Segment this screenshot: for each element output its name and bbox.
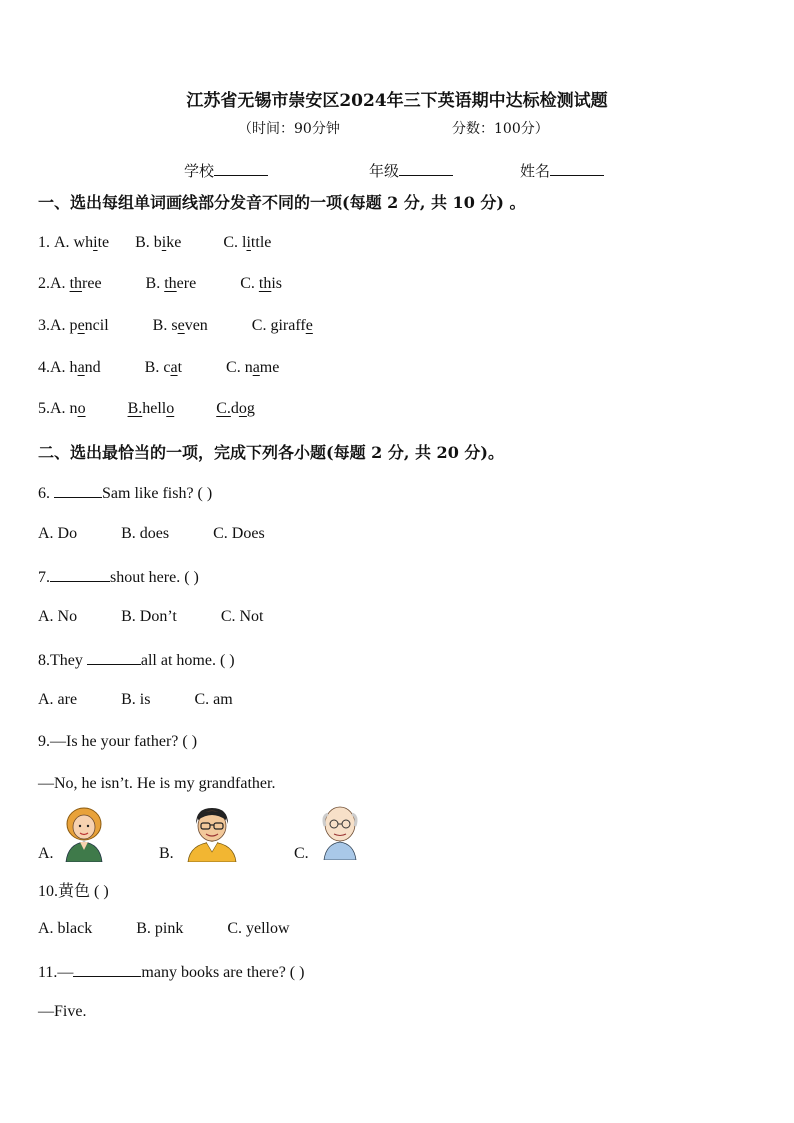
- q8-option-a: A. are: [38, 691, 78, 708]
- q1-option-b: B. bike: [135, 234, 182, 251]
- q7-blank[interactable]: [50, 567, 110, 582]
- question-8: 8.They all at home. ( ): [38, 652, 235, 669]
- question-2: 2.A. three B. there C. this: [38, 275, 282, 292]
- q8-option-c: C. am: [194, 691, 233, 708]
- exam-score: 分数：100分）: [452, 121, 549, 137]
- grade-field[interactable]: [369, 160, 453, 181]
- school-field[interactable]: [184, 160, 268, 181]
- q6-option-b: B. does: [121, 525, 170, 542]
- page-title: 江苏省无锡市崇安区2024年三下英语期中达标检测试题: [186, 91, 608, 111]
- man-picture: [186, 804, 238, 862]
- q9-option-a: A.: [38, 845, 54, 862]
- woman-picture: [62, 806, 106, 862]
- name-label: 姓名: [520, 162, 551, 180]
- q10-options: [38, 920, 290, 938]
- q7-option-b: B. Don’t: [121, 608, 177, 625]
- q6-blank[interactable]: [54, 483, 102, 498]
- name-field[interactable]: [520, 160, 604, 181]
- q3-option-a: A. pencil: [50, 317, 109, 334]
- q5-option-a: A. no B.: [50, 400, 143, 417]
- school-blank[interactable]: [214, 161, 268, 176]
- question-7: 7. shout here. ( ): [38, 569, 199, 586]
- question-4: 4.A. hand B. cat C. name: [38, 359, 280, 376]
- q9-option-c: C.: [294, 845, 309, 862]
- q6-options: [38, 525, 265, 543]
- q3-option-c: C. giraffe: [251, 317, 313, 334]
- q1-option-c: C. little: [223, 234, 272, 251]
- q6-option-a: A. Do: [38, 525, 78, 542]
- question-10: 10.黄色 ( ): [38, 883, 109, 900]
- q10-option-a: A. black: [38, 920, 93, 937]
- question-3: 3.A. pencil B. seven C. giraffe: [38, 317, 313, 334]
- q2-option-b: B. there: [145, 275, 197, 292]
- q7-options: [38, 608, 264, 626]
- q6-option-c: C. Does: [213, 525, 265, 542]
- section2-heading: 二、选出最恰当的一项，完成下列各小题(每题 2 分, 共 20 分)。: [38, 443, 504, 462]
- q7-option-a: A. No: [38, 608, 78, 625]
- q11-blank[interactable]: [73, 962, 141, 977]
- q8-option-b: B. is: [121, 691, 151, 708]
- q11-answer: —Five.: [38, 1003, 87, 1020]
- q9-answer: —No, he isn’t. He is my grandfather.: [38, 775, 276, 792]
- grandfather-picture: [318, 804, 362, 860]
- q1-option-a: A. white: [54, 234, 110, 251]
- q4-option-a: A. hand: [50, 359, 101, 376]
- q3-option-b: B. seven: [152, 317, 208, 334]
- q9-option-b: B.: [159, 845, 174, 862]
- grade-blank[interactable]: [399, 161, 453, 176]
- question-6: 6. Sam like fish? ( ): [38, 485, 213, 502]
- section1-heading: 一、选出每组单词画线部分发音不同的一项(每题 2 分, 共 10 分) 。: [38, 193, 526, 212]
- question-1: 1. A. white B. bike C. little: [38, 234, 272, 251]
- exam-time: （时间：90分钟: [238, 121, 340, 137]
- q4-option-b: B. cat: [144, 359, 183, 376]
- q4-option-c: C. name: [226, 359, 280, 376]
- name-blank[interactable]: [550, 161, 604, 176]
- question-11: 11.— many books are there? ( ): [38, 964, 305, 981]
- q10-option-c: C. yellow: [227, 920, 290, 937]
- question-5: 5.A. no B.hello C.dog: [38, 400, 255, 417]
- q2-option-a: A. three: [50, 275, 102, 292]
- q5-option-c: dog: [230, 400, 255, 417]
- q7-option-c: C. Not: [220, 608, 264, 625]
- grade-label: 年级: [369, 162, 400, 180]
- q8-options: [38, 691, 233, 709]
- q10-option-b: B. pink: [136, 920, 184, 937]
- question-9: 9.—Is he your father? ( ): [38, 733, 198, 750]
- q2-option-c: C. this: [240, 275, 282, 292]
- q5-option-b: hello C.: [142, 400, 231, 417]
- q8-blank[interactable]: [87, 650, 141, 665]
- school-label: 学校: [184, 162, 215, 180]
